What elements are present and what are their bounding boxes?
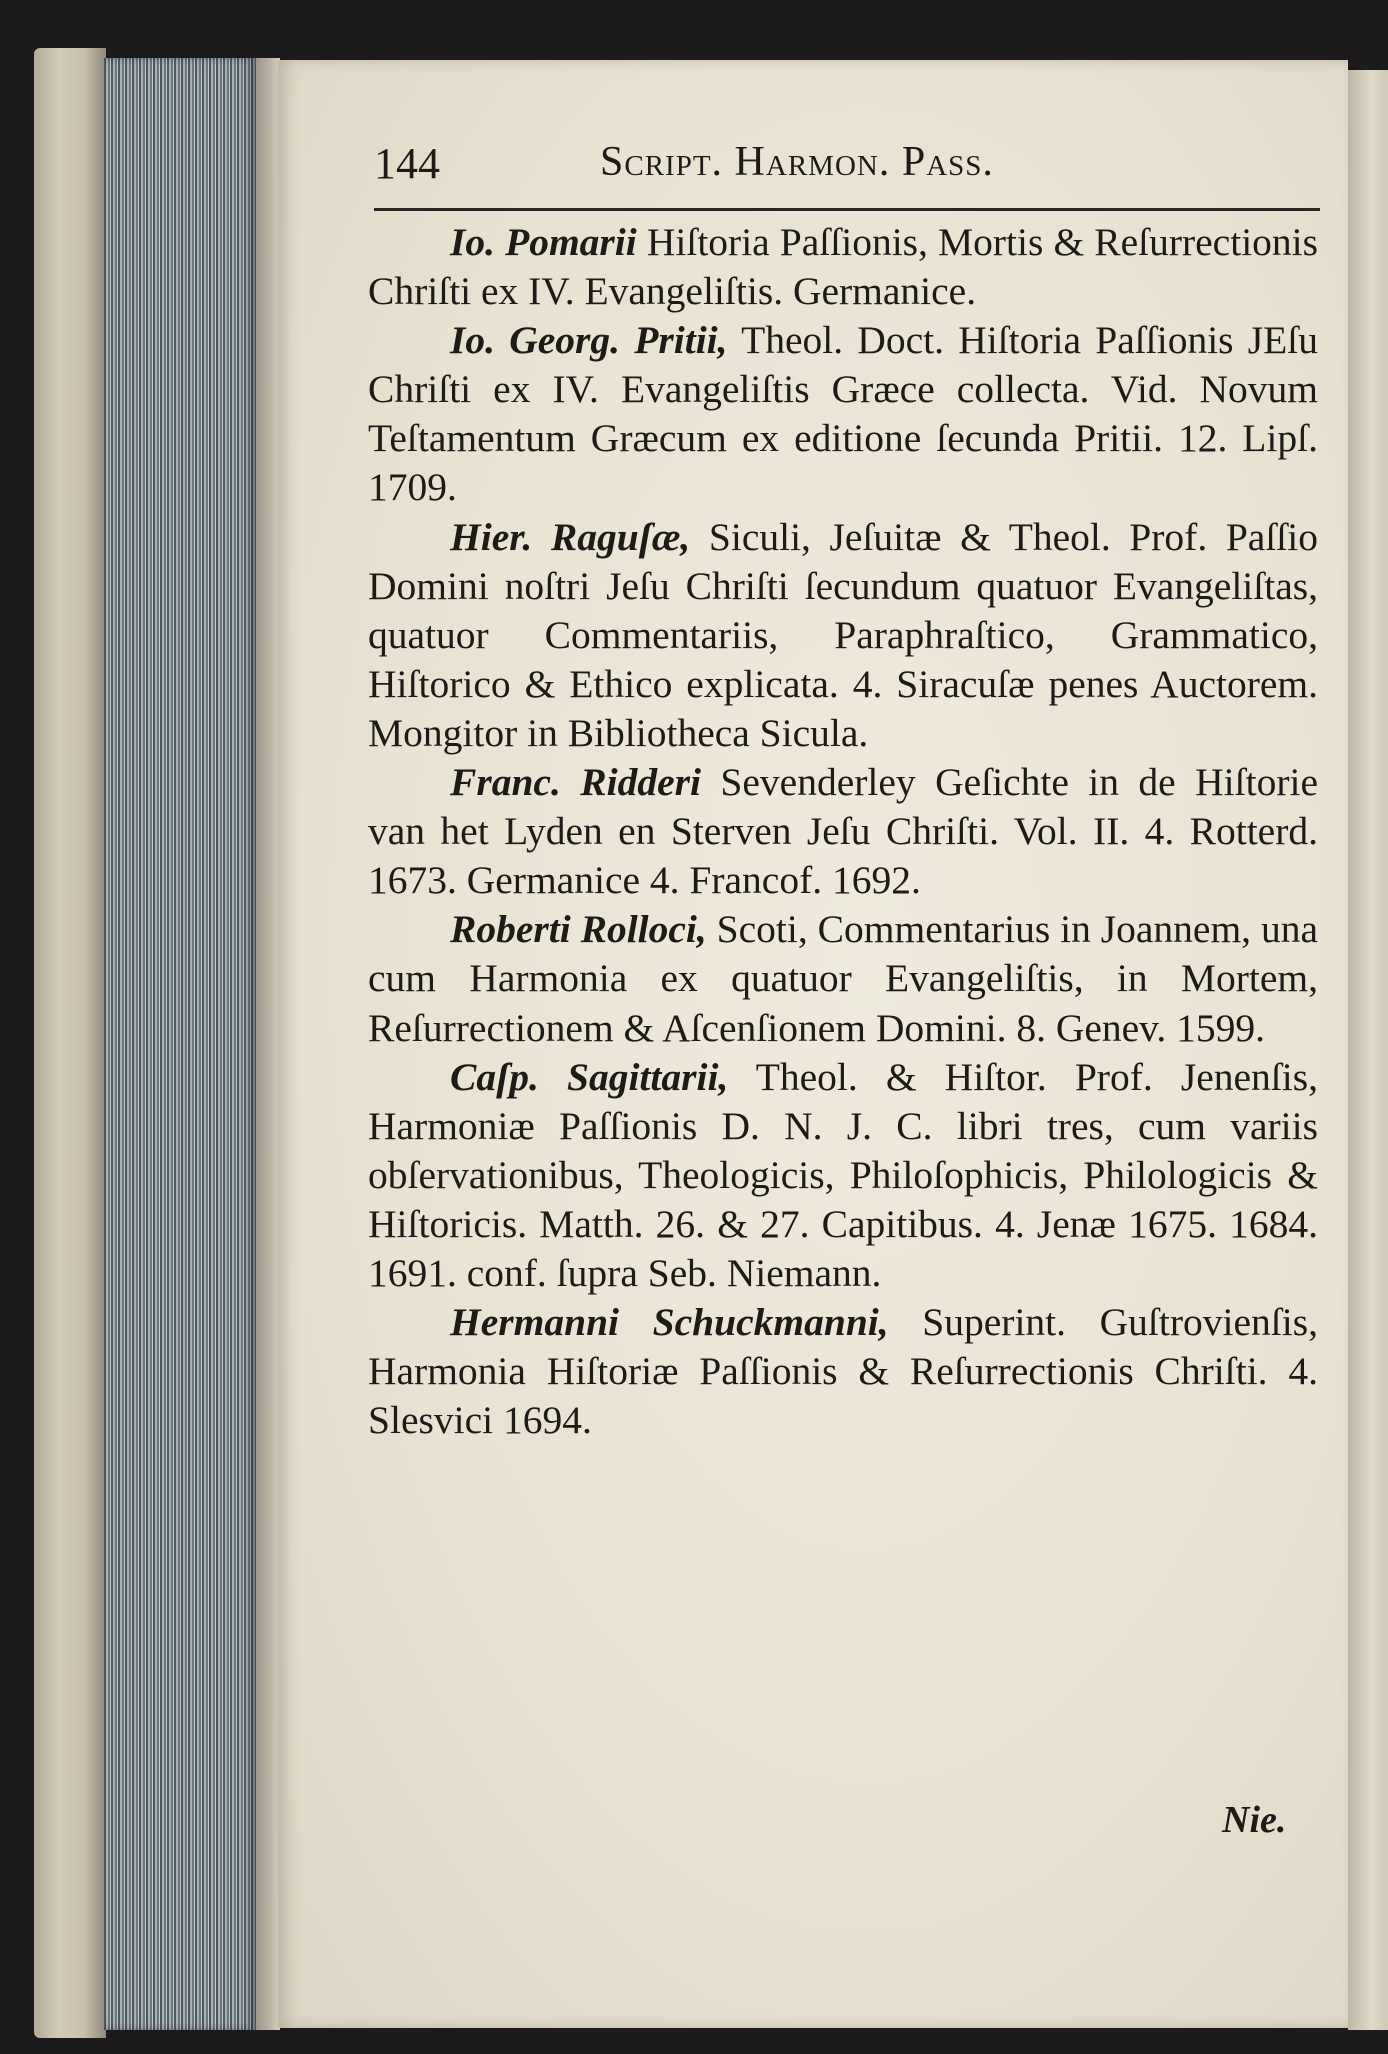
entry-text: Hiſtoria Paſſionis, Mortis & Reſurrectionis Chriſti ex IV. Evangeliſtis. Germanice. — [368, 220, 1319, 314]
running-head — [374, 138, 1324, 198]
entry-text: Superint. Guſtrovienſis, Harmonia Hiſtoriæ Paſſionis & Reſurrectionis Chriſti. 4. Slesvici 1694. — [368, 1300, 1318, 1443]
entry-author: Io. Georg. Pritii, — [450, 318, 728, 363]
entry-author: Hier. Raguſæ, — [450, 514, 691, 559]
entry-author: Caſp. Sagittarii, — [450, 1054, 729, 1099]
entry-author: Roberti Rolloci, — [450, 907, 707, 952]
entry-text: Theol. & Hiſtor. Prof. Jenenſis, Harmoniæ Paſſionis D. N. J. C. libri tres, cum variis obſervationibus, Theologicis, Philoſophicis, Philologicis & Hiſtoricis. Matth. 26. & 27. Capitibus. 4. Jenæ 1675. 1684. 1691. conf. ſupra Seb. Niemann. — [368, 1054, 1318, 1295]
body-text — [368, 218, 1318, 1445]
catchword: Nie. — [1222, 1799, 1287, 1841]
bibliography-entry — [368, 316, 1318, 512]
page-edges — [104, 58, 256, 2030]
bibliography-entry — [368, 513, 1318, 758]
bibliography-entry — [368, 758, 1318, 905]
facing-page-edge — [1348, 70, 1388, 2030]
header-title: Script. Harmon. Pass. — [600, 139, 994, 185]
entry-text: Theol. Doct. Hiſtoria Paſſionis JEſu Chriſti ex IV. Evangeliſtis Græce collecta. Vid. Novum Teſtamentum Græcum ex editione ſecunda Pritii. 12. Lipſ. 1709. — [368, 318, 1319, 510]
entry-author: Io. Pomarii — [450, 220, 637, 264]
page-gutter — [256, 58, 280, 2030]
book-cover-board — [34, 48, 106, 2038]
bibliography-entry — [368, 1053, 1318, 1298]
entry-text: Siculi, Jeſuitæ & Theol. Prof. Paſſio Domini noſtri Jeſu Chriſti ſecundum quatuor Evangeliſtas, quatuor Commentariis, Paraphraſtico, Grammatico, Hiſtorico & Ethico explicata. 4. Siracuſæ penes Auctorem. Mongitor in Bibliotheca Sicula. — [368, 514, 1318, 755]
bibliography-entry — [368, 1298, 1318, 1445]
bibliography-entry — [368, 218, 1318, 316]
header-rule — [374, 208, 1320, 211]
page-number: 144 — [374, 139, 440, 188]
bibliography-entry — [368, 905, 1318, 1052]
entry-text: Sevenderley Geſichte in de Hiſtorie van het Lyden en Sterven Jeſu Chriſti. Vol. II. 4. Rotterd. 1673. Germanice 4. Francof. 1692. — [368, 760, 1319, 903]
entry-text: Scoti, Commentarius in Joannem, una cum Harmonia ex quatuor Evangeliſtis, in Mortem, Reſurrectionem & Aſcenſionem Domini. 8. Genev. 1599. — [368, 907, 1318, 1050]
entry-author: Franc. Ridderi — [450, 760, 701, 805]
entry-author: Hermanni Schuckmanni, — [450, 1300, 889, 1345]
